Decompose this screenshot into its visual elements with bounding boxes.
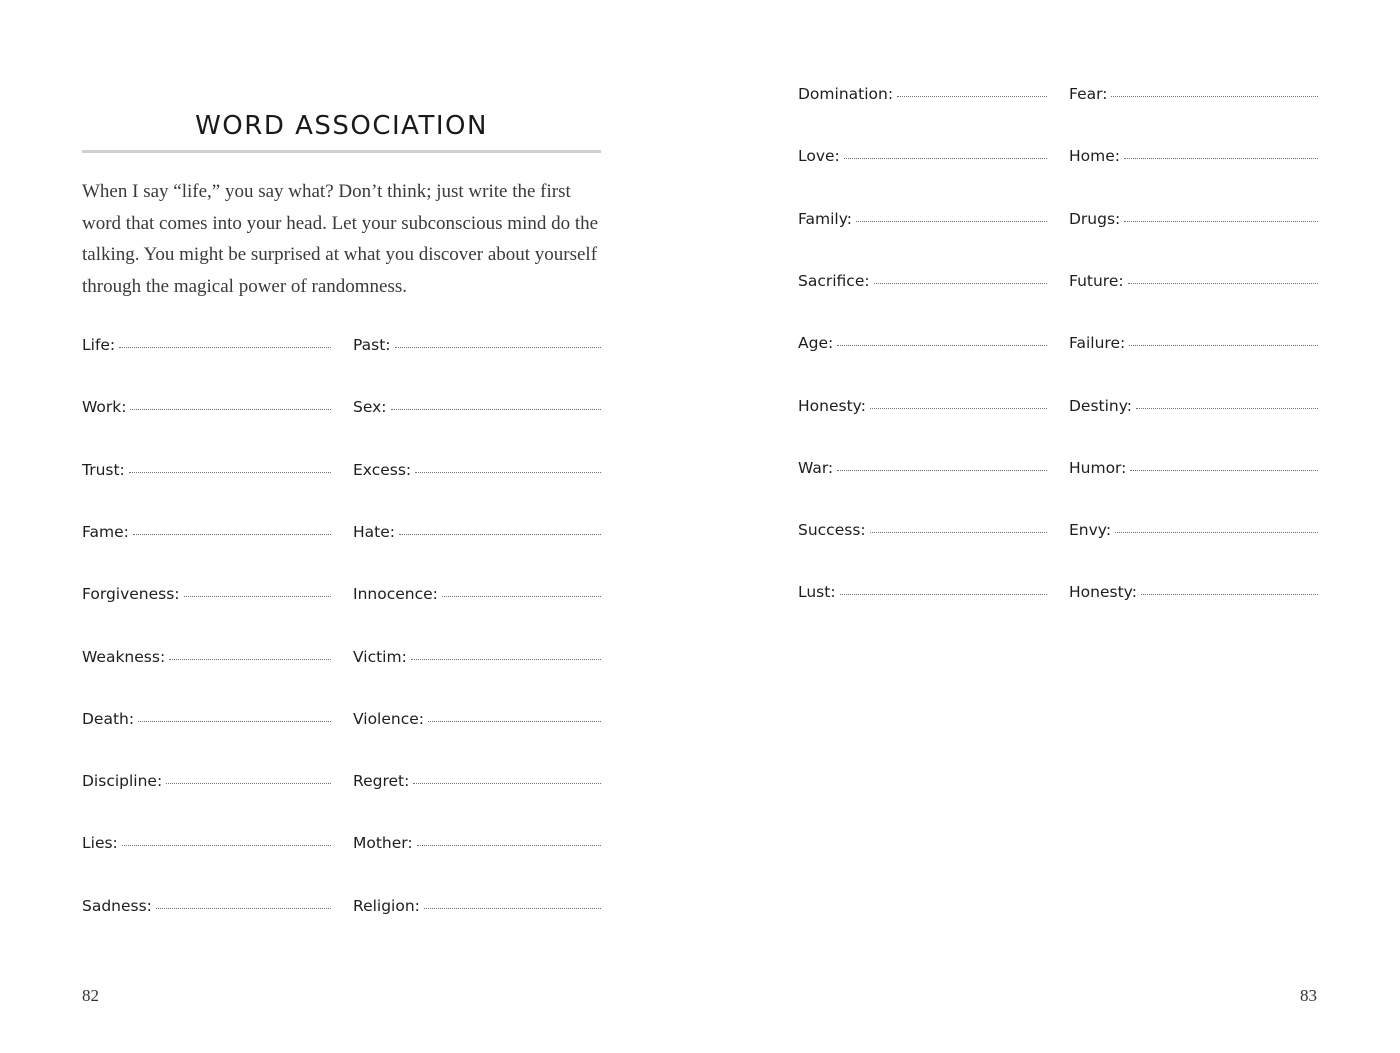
word-label: Death: <box>82 709 135 728</box>
word-entry <box>1069 334 1318 358</box>
answer-line[interactable] <box>870 407 1047 409</box>
answer-line[interactable] <box>413 782 601 784</box>
word-entry <box>82 585 331 609</box>
word-label: Lust: <box>798 583 836 602</box>
answer-line[interactable] <box>1128 282 1318 284</box>
word-label: Sadness: <box>82 896 152 915</box>
page-number: 83 <box>1300 986 1317 1005</box>
answer-line[interactable] <box>184 595 331 597</box>
answer-line[interactable] <box>122 844 331 846</box>
word-entry <box>798 147 1047 171</box>
word-label: Love: <box>798 147 840 166</box>
word-label: Failure: <box>1069 334 1126 353</box>
answer-line[interactable] <box>442 595 601 597</box>
word-entry <box>82 772 331 796</box>
answer-line[interactable] <box>897 95 1047 97</box>
word-entry <box>82 336 331 360</box>
answer-line[interactable] <box>130 408 331 410</box>
word-entry <box>798 210 1047 234</box>
answer-line[interactable] <box>840 593 1047 595</box>
title-rule <box>82 150 601 153</box>
answer-line[interactable] <box>138 720 331 722</box>
word-entry <box>353 461 601 485</box>
word-entry <box>1069 583 1318 607</box>
answer-line[interactable] <box>156 907 331 909</box>
word-entry <box>798 334 1047 358</box>
answer-line[interactable] <box>395 346 601 348</box>
right-page <box>700 0 1400 1053</box>
word-entry <box>353 834 601 858</box>
answer-line[interactable] <box>1130 469 1318 471</box>
word-label: Regret: <box>353 772 410 791</box>
answer-line[interactable] <box>133 533 331 535</box>
answer-line[interactable] <box>169 658 331 660</box>
answer-line[interactable] <box>411 658 601 660</box>
word-label: Religion: <box>353 896 420 915</box>
word-label: Honesty: <box>1069 583 1137 602</box>
answer-line[interactable] <box>844 157 1047 159</box>
answer-line[interactable] <box>428 720 601 722</box>
word-entry <box>1069 459 1318 483</box>
answer-line[interactable] <box>837 344 1047 346</box>
word-entry <box>353 523 601 547</box>
answer-line[interactable] <box>874 282 1047 284</box>
answer-line[interactable] <box>119 346 331 348</box>
word-entry <box>82 648 331 672</box>
page-number: 82 <box>82 986 99 1005</box>
word-label: Fear: <box>1069 85 1108 103</box>
word-label: Age: <box>798 334 834 353</box>
word-label: Life: <box>82 336 116 354</box>
answer-line[interactable] <box>1129 344 1318 346</box>
answer-line[interactable] <box>129 471 331 473</box>
word-entry <box>798 459 1047 483</box>
word-label: Domination: <box>798 85 894 103</box>
word-label: Fame: <box>82 522 129 541</box>
word-label: Discipline: <box>82 772 163 791</box>
answer-line[interactable] <box>399 533 601 535</box>
answer-line[interactable] <box>1136 407 1318 409</box>
answer-line[interactable] <box>1111 95 1318 97</box>
word-label: Excess: <box>353 460 412 479</box>
word-entry <box>353 398 601 422</box>
answer-line[interactable] <box>870 531 1047 533</box>
word-label: Work: <box>82 398 127 417</box>
word-label: Violence: <box>353 709 424 728</box>
answer-line[interactable] <box>837 469 1047 471</box>
word-label: Weakness: <box>82 647 166 666</box>
answer-line[interactable] <box>415 471 601 473</box>
word-label: Destiny: <box>1069 396 1133 415</box>
word-entry <box>1069 85 1318 109</box>
word-entry <box>353 710 601 734</box>
word-entry <box>798 521 1047 545</box>
word-entry <box>353 772 601 796</box>
word-label: Honesty: <box>798 396 866 415</box>
answer-line[interactable] <box>1141 593 1318 595</box>
answer-line[interactable] <box>424 907 601 909</box>
word-label: Sacrifice: <box>798 271 870 290</box>
word-label: Forgiveness: <box>82 585 180 604</box>
word-label: Envy: <box>1069 521 1112 540</box>
answer-line[interactable] <box>1124 157 1318 159</box>
word-label: Past: <box>353 336 391 354</box>
word-label: Home: <box>1069 147 1120 166</box>
word-entry <box>353 648 601 672</box>
word-label: Lies: <box>82 834 118 853</box>
word-label: Success: <box>798 521 866 540</box>
word-entry <box>82 834 331 858</box>
word-label: Victim: <box>353 647 407 666</box>
word-label: Family: <box>798 209 852 228</box>
answer-line[interactable] <box>856 220 1047 222</box>
word-label: Hate: <box>353 522 395 541</box>
word-entry <box>82 523 331 547</box>
word-entry <box>798 272 1047 296</box>
answer-line[interactable] <box>166 782 331 784</box>
word-entry <box>82 461 331 485</box>
word-entry <box>1069 210 1318 234</box>
word-entry <box>1069 147 1318 171</box>
word-entry <box>82 398 331 422</box>
answer-line[interactable] <box>1115 531 1318 533</box>
word-entry <box>1069 272 1318 296</box>
word-label: Mother: <box>353 834 413 853</box>
word-entry <box>1069 521 1318 545</box>
answer-line[interactable] <box>391 408 602 410</box>
word-entry <box>353 585 601 609</box>
intro-paragraph: When I say “life,” you say what? Don’t think; just write the first word that comes into your head. Let your subconscious mind do the talking. You might be surprised at what you discover about yourself through the magical power of randomness. <box>82 181 599 297</box>
word-entry <box>798 583 1047 607</box>
word-label: Drugs: <box>1069 209 1121 228</box>
answer-line[interactable] <box>417 844 601 846</box>
word-entry <box>1069 397 1318 421</box>
word-label: Future: <box>1069 271 1124 290</box>
word-label: Humor: <box>1069 458 1127 477</box>
word-entry <box>798 85 1047 109</box>
page-title: WORD ASSOCIATION <box>195 111 488 141</box>
word-entry <box>798 397 1047 421</box>
word-label: Innocence: <box>353 585 438 604</box>
answer-line[interactable] <box>1124 220 1318 222</box>
word-entry <box>353 897 601 921</box>
word-entry <box>353 336 601 360</box>
word-entry <box>82 897 331 921</box>
word-label: War: <box>798 458 834 477</box>
word-entry <box>82 710 331 734</box>
word-label: Trust: <box>82 460 125 479</box>
word-label: Sex: <box>353 398 387 417</box>
